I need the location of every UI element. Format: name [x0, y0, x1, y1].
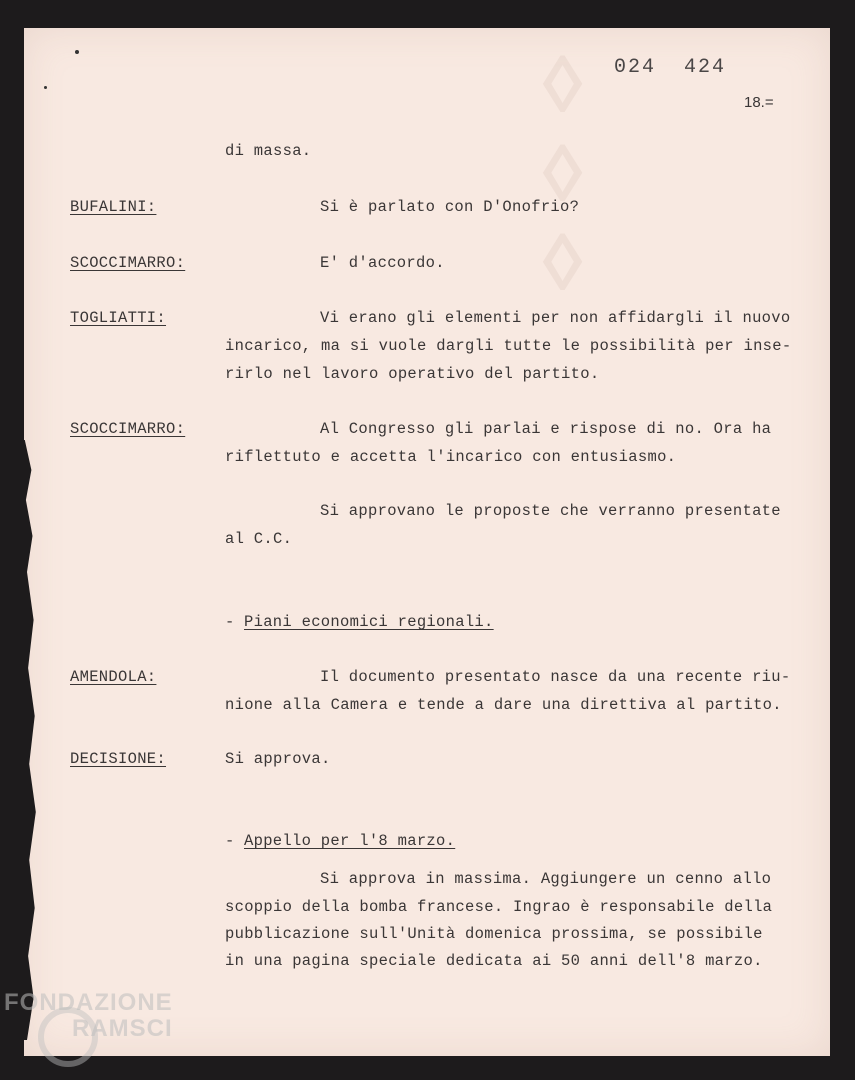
archive-number: [614, 56, 754, 79]
text-line: riflettuto e accetta l'incarico con entusiasmo.: [225, 448, 677, 466]
text-line: Si approva.: [225, 750, 331, 768]
watermark-line-1: FONDAZIONE: [4, 989, 173, 1016]
faded-background-stamp: ◊◊◊: [518, 40, 607, 307]
text-line: Al Congresso gli parlai e rispose di no. Ora ha: [320, 420, 772, 438]
text-line: Si approvano le proposte che verranno presentate: [320, 502, 781, 520]
text-line: al C.C.: [225, 530, 293, 548]
text-line: rirlo nel lavoro operativo del partito.: [225, 365, 600, 383]
text-line: scoppio della bomba francese. Ingrao è responsabile della: [225, 898, 773, 916]
text-line: pubblicazione sull'Unità domenica prossima, se possibile: [225, 925, 763, 943]
text-line: nione alla Camera e tende a dare una direttiva al partito.: [225, 696, 782, 714]
speaker-label: DECISIONE:: [70, 750, 167, 768]
fondazione-gramsci-watermark: [0, 985, 220, 1075]
text-line: Si è parlato con D'Onofrio?: [320, 198, 580, 216]
text-line: in una pagina speciale dedicata ai 50 anni dell'8 marzo.: [225, 952, 763, 970]
section-dash: -: [225, 613, 235, 631]
section-title: Appello per l'8 marzo.: [244, 832, 456, 850]
section-dash: -: [225, 832, 235, 850]
text-line: E' d'accordo.: [320, 254, 445, 272]
page-number: 18.=: [744, 94, 774, 111]
ink-dot: [44, 86, 47, 89]
archive-code-1: 024: [614, 56, 657, 79]
text-line: Il documento presentato nasce da una recente riu-: [320, 668, 791, 686]
speaker-label: TOGLIATTI:: [70, 309, 167, 327]
text-line: Si approva in massima. Aggiungere un cenno allo: [320, 870, 772, 888]
speaker-label: SCOCCIMARRO:: [70, 254, 186, 272]
watermark-line-2: RAMSCI: [72, 1015, 173, 1042]
speaker-label: AMENDOLA:: [70, 668, 157, 686]
speaker-label: SCOCCIMARRO:: [70, 420, 186, 438]
ink-dot: [75, 50, 79, 54]
text-line: Vi erano gli elementi per non affidargli il nuovo: [320, 309, 791, 327]
archive-code-2: 424: [684, 56, 727, 79]
text-line: di massa.: [225, 142, 312, 160]
section-title: Piani economici regionali.: [244, 613, 494, 631]
speaker-label: BUFALINI:: [70, 198, 157, 216]
text-line: incarico, ma si vuole dargli tutte le possibilità per inse-: [225, 337, 792, 355]
